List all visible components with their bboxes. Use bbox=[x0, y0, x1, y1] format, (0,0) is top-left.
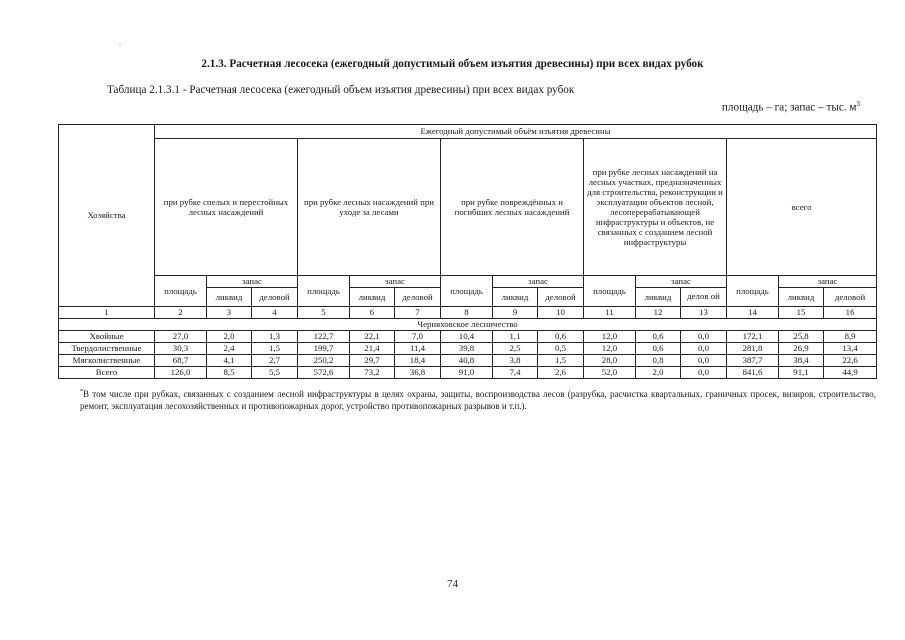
table-cell: 38,4 bbox=[779, 355, 824, 367]
group-care: при рубке лесных насаждений при уходе за лесами bbox=[298, 139, 441, 276]
table-row bbox=[59, 331, 877, 343]
table-cell: 39,8 bbox=[441, 343, 493, 355]
table-cell: 0,5 bbox=[538, 343, 584, 355]
area-header: площадь bbox=[441, 276, 493, 307]
business-header: деловой bbox=[538, 288, 584, 307]
business-header-wrapped: делов ой bbox=[681, 288, 727, 307]
table-cell: 52,0 bbox=[584, 367, 636, 379]
header-row-area-stock bbox=[59, 276, 877, 288]
allowable-cut-table bbox=[58, 124, 877, 379]
table-cell: 0,8 bbox=[636, 355, 681, 367]
table-cell: 8,9 bbox=[824, 331, 877, 343]
section-heading: 2.1.3. Расчетная лесосека (ежегодный допустимый объем изъятия древесины) при всех видах рубок bbox=[201, 58, 704, 70]
table-cell: 0,6 bbox=[636, 343, 681, 355]
business-header: деловой bbox=[252, 288, 298, 307]
column-number: 7 bbox=[395, 307, 441, 319]
table-cell: 2,4 bbox=[207, 343, 252, 355]
table-cell: 10,4 bbox=[441, 331, 493, 343]
column-number-row bbox=[59, 307, 877, 319]
group-damaged: при рубке повреждённых и погибших лесных насаждений bbox=[441, 139, 584, 276]
farm-name: Хвойные bbox=[59, 331, 155, 343]
table-cell: 22,6 bbox=[824, 355, 877, 367]
column-number: 4 bbox=[252, 307, 298, 319]
table-cell: 27,0 bbox=[155, 331, 207, 343]
table-cell: 0,0 bbox=[681, 343, 727, 355]
table-cell: 7,4 bbox=[493, 367, 538, 379]
forestry-section: Черняховское лесничество bbox=[59, 319, 877, 331]
group-total: всего bbox=[727, 139, 877, 276]
table-cell: 40,8 bbox=[441, 355, 493, 367]
table-cell: 4,1 bbox=[207, 355, 252, 367]
column-number: 14 bbox=[727, 307, 779, 319]
table-cell: 29,7 bbox=[350, 355, 395, 367]
table-cell: 572,6 bbox=[298, 367, 350, 379]
business-header: деловой bbox=[395, 288, 441, 307]
table-cell: 841,6 bbox=[727, 367, 779, 379]
table-cell: 26,9 bbox=[779, 343, 824, 355]
table-cell: 44,9 bbox=[824, 367, 877, 379]
column-number: 1 bbox=[59, 307, 155, 319]
column-number: 3 bbox=[207, 307, 252, 319]
table-cell: 126,0 bbox=[155, 367, 207, 379]
top-header: Ежегодный допустимый объём изъятия древесины bbox=[155, 125, 877, 139]
table-row bbox=[59, 355, 877, 367]
area-header: площадь bbox=[298, 276, 350, 307]
footnote-text: В том числе при рубках, связанных с созданием лесной инфраструктуры в целях охраны, защиты, воспроизводства лесов (разрубка, расчистка квартальных, граничных просек, визиров, строительство, ремонт, эксплуатация лесохозяйственных и противопожарных дорог, устройство противопожарных разрывов и т.п.). bbox=[80, 389, 876, 412]
table-cell: 12,0 bbox=[584, 343, 636, 355]
farm-name: Всего bbox=[59, 367, 155, 379]
table-cell: 3,8 bbox=[493, 355, 538, 367]
business-header: деловой bbox=[824, 288, 877, 307]
table-cell: 73,2 bbox=[350, 367, 395, 379]
table-cell: 2,0 bbox=[636, 367, 681, 379]
table-cell: 387,7 bbox=[727, 355, 779, 367]
table-cell: 7,0 bbox=[395, 331, 441, 343]
column-number: 6 bbox=[350, 307, 395, 319]
table-cell: 2,0 bbox=[207, 331, 252, 343]
table-cell: 8,5 bbox=[207, 367, 252, 379]
stock-header: запас bbox=[636, 276, 727, 288]
column-number: 8 bbox=[441, 307, 493, 319]
column-number: 2 bbox=[155, 307, 207, 319]
liquid-header: ликвид bbox=[493, 288, 538, 307]
column-number: 11 bbox=[584, 307, 636, 319]
farm-name: Твердолиственные bbox=[59, 343, 155, 355]
table-cell: 1,3 bbox=[252, 331, 298, 343]
area-header: площадь bbox=[155, 276, 207, 307]
stock-header: запас bbox=[350, 276, 441, 288]
farm-header: Хозяйства bbox=[59, 125, 155, 307]
table-cell: 1,1 bbox=[493, 331, 538, 343]
area-header: площадь bbox=[727, 276, 779, 307]
column-number: 9 bbox=[493, 307, 538, 319]
table-cell: 22,1 bbox=[350, 331, 395, 343]
table-cell: 0,0 bbox=[681, 355, 727, 367]
group-mature: при рубке спелых и перестойных лесных насаждений bbox=[155, 139, 298, 276]
table-cell: 0,6 bbox=[636, 331, 681, 343]
scan-speck bbox=[119, 44, 121, 45]
group-infrastructure: при рубке лесных насаждений на лесных участках, предназначенных для строительства, реконструкции и эксплуатации объектов лесной, лесоперерабатывающей инфраструктуры и объектов, не связанных с созданием лесной инфраструктуры bbox=[584, 139, 727, 276]
table-cell: 199,7 bbox=[298, 343, 350, 355]
footnote bbox=[80, 388, 876, 412]
table-cell: 250,2 bbox=[298, 355, 350, 367]
liquid-header: ликвид bbox=[350, 288, 395, 307]
column-number: 5 bbox=[298, 307, 350, 319]
table-cell: 1,5 bbox=[252, 343, 298, 355]
area-header: площадь bbox=[584, 276, 636, 307]
table-cell: 122,7 bbox=[298, 331, 350, 343]
table-cell: 12,0 bbox=[584, 331, 636, 343]
table-caption: Таблица 2.1.3.1 - Расчетная лесосека (ежегодный объем изъятия древесины) при всех видах рубок bbox=[107, 84, 575, 96]
table-cell: 5,5 bbox=[252, 367, 298, 379]
column-number: 10 bbox=[538, 307, 584, 319]
stock-header: запас bbox=[779, 276, 877, 288]
liquid-header: ликвид bbox=[779, 288, 824, 307]
table-row bbox=[59, 367, 877, 379]
section-row bbox=[59, 319, 877, 331]
table-cell: 18,4 bbox=[395, 355, 441, 367]
data-rows bbox=[59, 331, 877, 379]
column-number: 13 bbox=[681, 307, 727, 319]
table-cell: 30,3 bbox=[155, 343, 207, 355]
table-cell: 2,7 bbox=[252, 355, 298, 367]
table-cell: 68,7 bbox=[155, 355, 207, 367]
table-cell: 13,4 bbox=[824, 343, 877, 355]
table-row bbox=[59, 343, 877, 355]
table-cell: 0,0 bbox=[681, 367, 727, 379]
column-number: 15 bbox=[779, 307, 824, 319]
table-cell: 281,8 bbox=[727, 343, 779, 355]
table-cell: 2,6 bbox=[538, 367, 584, 379]
table-cell: 2,5 bbox=[493, 343, 538, 355]
footnote-mark: * bbox=[80, 389, 83, 395]
liquid-header: ликвид bbox=[636, 288, 681, 307]
units-text: площадь – га; запас – тыс. м bbox=[721, 101, 857, 114]
column-number: 16 bbox=[824, 307, 877, 319]
header-row-groups bbox=[59, 139, 877, 276]
table-cell: 25,8 bbox=[779, 331, 824, 343]
liquid-header: ликвид bbox=[207, 288, 252, 307]
table-cell: 91,1 bbox=[779, 367, 824, 379]
units-superscript: 3 bbox=[856, 100, 860, 108]
table-cell: 36,8 bbox=[395, 367, 441, 379]
table-cell: 28,0 bbox=[584, 355, 636, 367]
table-cell: 172,1 bbox=[727, 331, 779, 343]
table-cell: 91,0 bbox=[441, 367, 493, 379]
table-cell: 21,4 bbox=[350, 343, 395, 355]
table-cell: 0,6 bbox=[538, 331, 584, 343]
header-row-top bbox=[59, 125, 877, 139]
page-number: 74 bbox=[447, 578, 458, 590]
stock-header: запас bbox=[207, 276, 298, 288]
table-cell: 1,5 bbox=[538, 355, 584, 367]
stock-header: запас bbox=[493, 276, 584, 288]
column-number: 12 bbox=[636, 307, 681, 319]
table-cell: 0,0 bbox=[681, 331, 727, 343]
units-note bbox=[722, 100, 860, 114]
farm-name: Мягколиственные bbox=[59, 355, 155, 367]
table-cell: 11,4 bbox=[395, 343, 441, 355]
